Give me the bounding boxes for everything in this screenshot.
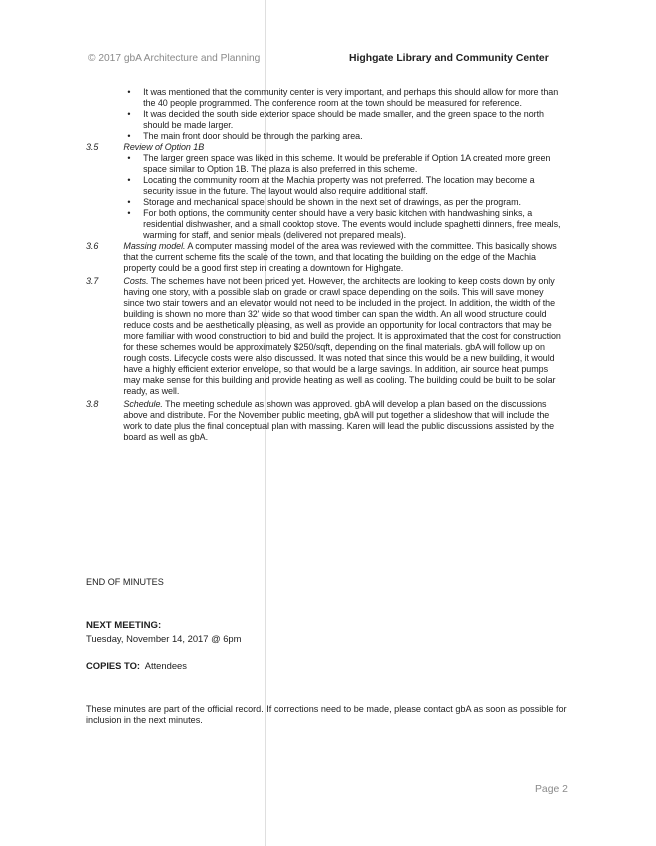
section-text: A computer massing model of the area was reviewed with the committee. This basically shows that the current scheme fits the scale of the town, and that locating the building on the edge of the Machia property could be a good first step in creating a downtown for Highgate. <box>123 241 557 273</box>
copies-value: Attendees <box>144 660 187 671</box>
page-number: Page 2 <box>535 784 568 795</box>
section-3-7 <box>86 276 565 397</box>
section-number: 3.5 <box>86 142 99 152</box>
section-number: 3.6 <box>86 241 99 251</box>
section-title: Costs. <box>123 276 149 286</box>
next-meeting-heading: NEXT MEETING: <box>86 620 162 631</box>
list-item: • It was decided the south side exterior space should be made smaller, and the green space to the north should be made larger. <box>143 109 565 131</box>
list-item: • The main front door should be through the parking area. <box>143 131 565 142</box>
section-text: The schemes have not been priced yet. However, the architects are looking to keep costs down by only having one story, with a possible slab on grade or crawl space depending on the soils. This will save money since two stair towers and an elevator would not need to be included in the project. In addition, the width of the building is shown no more than 32' wide so that wood timber can span the width. An all wood structure could reduce costs and be aesthetically pleasing, as well as provide an opportunity for local contractors that may be more familiar with wood construction to bid and build the project. It is approximated that the cost for construction for these schemes would be approximately $250/sqft, depending on the final materials. gbA will follow up on rough costs. Lifecycle costs were also discussed. It was noted that since this would be a new building, it would have a highly efficient exterior envelope, so that would be a large savings. In addition, air source heat pumps may make sense for this building and provide heating as well as cooling. The building could be built to be solar ready, as well. <box>123 276 561 396</box>
section-number: 3.7 <box>86 276 99 286</box>
section-title: Schedule. <box>123 399 163 409</box>
list-item: • The larger green space was liked in this scheme. It would be preferable if Option 1A created more green space similar to Option 1B. The plaza is also preferred in this scheme. <box>143 153 565 175</box>
copies-to <box>86 660 187 671</box>
list-item: • It was mentioned that the community center is very important, and perhaps this should allow for more than the 40 people programmed. The conference room at the town should be measured for reference. <box>143 87 565 109</box>
intro-bullet-list <box>86 87 565 142</box>
section-3-8 <box>86 399 565 443</box>
header-project-title: Highgate Library and Community Center <box>349 53 549 64</box>
end-of-minutes: END OF MINUTES <box>86 577 164 587</box>
section-3-6 <box>86 241 565 274</box>
section-3-5-bullet-list <box>86 153 565 241</box>
list-item: • Locating the community room at the Machia property was not preferred. The location may become a security issue in the future. The layout would also require additional staff. <box>143 175 565 197</box>
section-3-5 <box>86 142 565 153</box>
list-item: • For both options, the community center should have a very basic kitchen with handwashing sinks, a residential dishwasher, and a small cooktop stove. The events would include spaghetti dinners, free meals, warming for staff, and senior meals (delivered not prepared meals). <box>143 208 565 241</box>
section-title: Massing model. <box>123 241 186 251</box>
minutes-body <box>86 87 565 443</box>
header-copyright: © 2017 gbA Architecture and Planning <box>88 53 261 64</box>
section-title: Review of Option 1B <box>123 142 205 152</box>
copies-label: COPIES TO: <box>86 660 141 671</box>
section-text: The meeting schedule as shown was approved. gbA will develop a plan based on the discussions above and distribute. For the November public meeting, gbA will put together a slideshow that will include the work to date plus the final conceptual plan with massing. Karen will lead the public discussions assisted by the board as well as gbA. <box>123 399 555 442</box>
section-number: 3.8 <box>86 399 99 409</box>
list-item: • Storage and mechanical space should be shown in the next set of drawings, as per the program. <box>143 197 565 208</box>
next-meeting-date: Tuesday, November 14, 2017 @ 6pm <box>86 633 242 644</box>
official-record-note: These minutes are part of the official record. If corrections need to be made, please contact gbA as soon as possible for inclusion in the next minutes. <box>86 704 567 726</box>
